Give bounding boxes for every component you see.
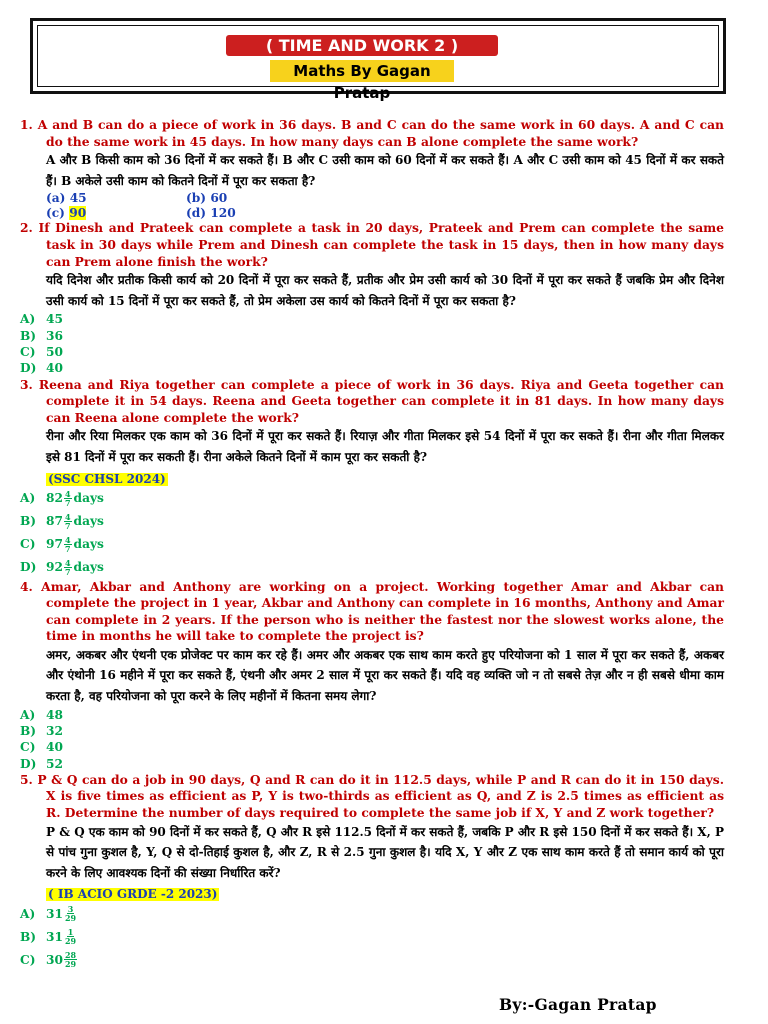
q3-option-a	[20, 487, 724, 510]
q5-option-b-value	[46, 928, 79, 945]
q3-option-c-whole: 97	[46, 536, 63, 551]
q3-text-hi: रीना और रिया मिलकर एक काम को 36 दिनों में पूरा कर सकते हैं। रियाज़ और गीता मिलकर इसे 54 दिनों में पूरा कर सकते हैं। रीना और गीता मिलकर इसे 81 दिनों में पूरा कर सकती हैं। रीना अकेले कितने दिनों में काम पूरा कर सकती है?	[46, 429, 724, 464]
q3-option-d-fraction	[64, 559, 72, 576]
q4-option-b-label: B)	[20, 723, 37, 738]
q3-option-b-value	[46, 513, 104, 530]
q1-option-c	[46, 206, 186, 221]
q3-option-c-fraction	[64, 536, 72, 553]
q3-option-d-whole: 92	[46, 559, 63, 574]
page-subtitle: Maths By Gagan Pratap	[270, 60, 454, 82]
q1-option-a	[46, 191, 186, 206]
q2-option-d-value: 40	[46, 361, 63, 376]
q1-option-b	[186, 191, 346, 206]
q5-option-a	[20, 902, 724, 925]
q4-option-c-value: 40	[46, 740, 63, 755]
q5-text-hi: P & Q एक काम को 90 दिनों में कर सकते हैं, Q और R इसे 112.5 दिनों में कर सकते हैं, जबकि P और R इसे 150 दिनों में कर सकते हैं। X, P से पांच गुना कुशल है, Y, Q से दो-तिहाई कुशल है, और Z, R से 2.5 गुना कुशल है। यदि X, Y और Z एक साथ काम करते हैं तो समान कार्य को पूरा करने के लिए आवश्यक दिनों की संख्या निर्धारित करें?	[46, 824, 724, 880]
q3-option-d	[20, 556, 724, 579]
question-list	[20, 117, 724, 971]
q5-option-b-whole: 31	[46, 929, 63, 944]
author-byline: By:-Gagan Pratap	[499, 995, 657, 1014]
q1-options	[20, 191, 724, 220]
q1-text-hi: A और B किसी काम को 36 दिनों में कर सकते हैं। B और C उसी काम को 60 दिनों में कर सकते हैं। A और C उसी काम को 45 दिनों में कर सकते हैं। B अकेले उसी काम को कितने दिनों में पूरा कर सकता है?	[46, 153, 724, 188]
q2-option-a-value: 45	[46, 312, 63, 327]
q3-option-b-whole: 87	[46, 513, 63, 528]
q5-option-c-label: C)	[20, 952, 36, 967]
q2-option-c-value: 50	[46, 344, 63, 359]
q1-option-a-label: (a)	[46, 191, 66, 206]
q3-option-a-value	[46, 490, 104, 507]
q5-option-a-fraction	[64, 905, 77, 922]
q1-text-en: 1. A and B can do a piece of work in 36 days. B and C can do the same work in 60 days. A and C can do the same work in 45 days. In how many days can B alone complete the same work?	[20, 117, 724, 149]
q5-option-a-den: 29	[64, 913, 77, 924]
q2-option-b-value: 36	[46, 328, 63, 343]
q4-option-a-value: 48	[46, 707, 63, 722]
q5-option-a-num: 3	[67, 904, 74, 915]
q5-option-c-value	[46, 951, 79, 968]
q1-option-d	[186, 206, 346, 221]
q5-option-a-label: A)	[20, 906, 36, 921]
q4-option-b	[20, 723, 724, 739]
q3-option-d-num: 4	[64, 557, 71, 568]
q3-option-a-den: 7	[64, 497, 71, 508]
q5-option-b-fraction	[64, 928, 77, 945]
q1-option-d-label: (d)	[186, 205, 207, 220]
q3-option-c-value	[46, 536, 104, 553]
q3-exam-tag: (SSC CHSL 2024)	[48, 471, 166, 486]
q5-option-b	[20, 925, 724, 948]
q2-option-d-label: D)	[20, 361, 37, 376]
q4-option-c	[20, 739, 724, 755]
q1-option-c-value: 90	[69, 205, 87, 220]
q3-option-a-fraction	[64, 490, 72, 507]
q3-option-a-unit: days	[73, 490, 104, 505]
q2-option-c-label: C)	[20, 344, 36, 359]
q3-option-b-fraction	[64, 513, 72, 530]
q5-option-c-den: 29	[64, 959, 77, 970]
q4-option-d	[20, 756, 724, 772]
q3-option-c-unit: days	[73, 536, 104, 551]
q5-option-b-den: 29	[64, 936, 77, 947]
q3-option-c-label: C)	[20, 536, 36, 551]
q3-option-a-whole: 82	[46, 490, 63, 505]
q2-option-a-label: A)	[20, 312, 36, 327]
q2-option-d	[20, 360, 724, 376]
q5-exam-tag: ( IB ACIO GRDE -2 2023)	[48, 887, 218, 902]
q1-option-a-value: 45	[69, 191, 87, 206]
q3-option-b-unit: days	[73, 513, 104, 528]
q3-option-d-unit: days	[73, 559, 104, 574]
q4-option-a	[20, 707, 724, 723]
q3-option-b-num: 4	[64, 511, 71, 522]
q5-option-b-label: B)	[20, 929, 37, 944]
q4-text-hi: अमर, अकबर और एंथनी एक प्रोजेक्ट पर काम कर रहे हैं। अमर और अकबर एक साथ काम करते हुए परियोजना को 1 साल में पूरा कर सकते हैं, अकबर और एंथोनी 16 महीने में पूरा कर सकते हैं, एंथनी और अमर 2 साल में पूरा कर सकते हैं। यदि वह व्यक्ति जो न तो सबसे तेज़ और न ही सबसे धीमा काम करता है, वह परियोजना को पूरा करने के लिए महीनों में कितना समय लेगा?	[46, 647, 724, 704]
q3-option-a-num: 4	[64, 488, 71, 499]
q3-option-a-label: A)	[20, 490, 36, 505]
q2-option-a	[20, 311, 724, 327]
q3-option-d-den: 7	[64, 566, 71, 577]
q1-option-d-value: 120	[210, 205, 236, 220]
q4-option-b-value: 32	[46, 723, 63, 738]
q4-option-d-label: D)	[20, 756, 37, 771]
q5-option-a-whole: 31	[46, 906, 63, 921]
q3-option-c-den: 7	[64, 543, 71, 554]
q3-option-b	[20, 510, 724, 533]
q3-option-b-den: 7	[64, 520, 71, 531]
q5-option-c-fraction	[64, 951, 77, 968]
q4-option-a-label: A)	[20, 707, 36, 722]
page-title: ( TIME AND WORK 2 )	[226, 35, 498, 56]
q2-text-en: 2. If Dinesh and Prateek can complete a task in 20 days, Prateek and Prem can complete the same task in 30 days while Prem and Dinesh can complete the task in 15 days, then in how many days can Prem alone finish the work?	[20, 220, 724, 269]
q2-option-c	[20, 344, 724, 360]
q5-option-c-whole: 30	[46, 952, 63, 967]
q2-option-b-label: B)	[20, 328, 37, 343]
q5-option-b-num: 1	[67, 927, 74, 938]
q2-option-b	[20, 328, 724, 344]
q5-option-a-value	[46, 905, 79, 922]
q3-option-d-value	[46, 559, 104, 576]
q5-text-en: 5. P & Q can do a job in 90 days, Q and R can do it in 112.5 days, while P and R can do it in 150 days. X is five times as efficient as P, Y is two-thirds as efficient as Q, and Z is 2.5 times as efficient as R. Determine the number of days required to complete the same job if X, Y and Z work together?	[20, 771, 724, 821]
q5-option-c	[20, 948, 724, 971]
q2-text-hi: यदि दिनेश और प्रतीक किसी कार्य को 20 दिनों में पूरा कर सकते हैं, प्रतीक और प्रेम उसी कार्य को 30 दिनों में पूरा कर सकते हैं जबकि प्रेम और दिनेश उसी कार्य को 15 दिनों में पूरा कर सकते हैं, तो प्रेम अकेला उस कार्य को कितने दिनों में पूरा कर सकता है?	[46, 273, 724, 308]
q3-option-d-label: D)	[20, 559, 37, 574]
q5-option-c-num: 28	[64, 950, 77, 961]
q3-option-c-num: 4	[64, 534, 71, 545]
q3-option-b-label: B)	[20, 513, 37, 528]
q4-text-en: 4. Amar, Akbar and Anthony are working on a project. Working together Amar and Akbar can complete the project in 1 year, Akbar and Anthony can complete in 16 months, Anthony and Amar can complete in 2 years. If the person who is neither the fastest nor the slowest works alone, the time in months he will take to complete the project is?	[20, 578, 724, 644]
q4-option-c-label: C)	[20, 740, 36, 755]
q4-option-d-value: 52	[46, 756, 63, 771]
q3-text-en: 3. Reena and Riya together can complete a piece of work in 36 days. Riya and Geeta together can complete it in 54 days. Reena and Geeta together can complete it in 81 days. In how many days can Reena alone complete the work?	[20, 376, 724, 425]
q1-option-b-value: 60	[210, 191, 228, 206]
q1-option-b-label: (b)	[186, 191, 207, 206]
q1-option-c-label: (c)	[46, 205, 65, 220]
q3-option-c	[20, 533, 724, 556]
